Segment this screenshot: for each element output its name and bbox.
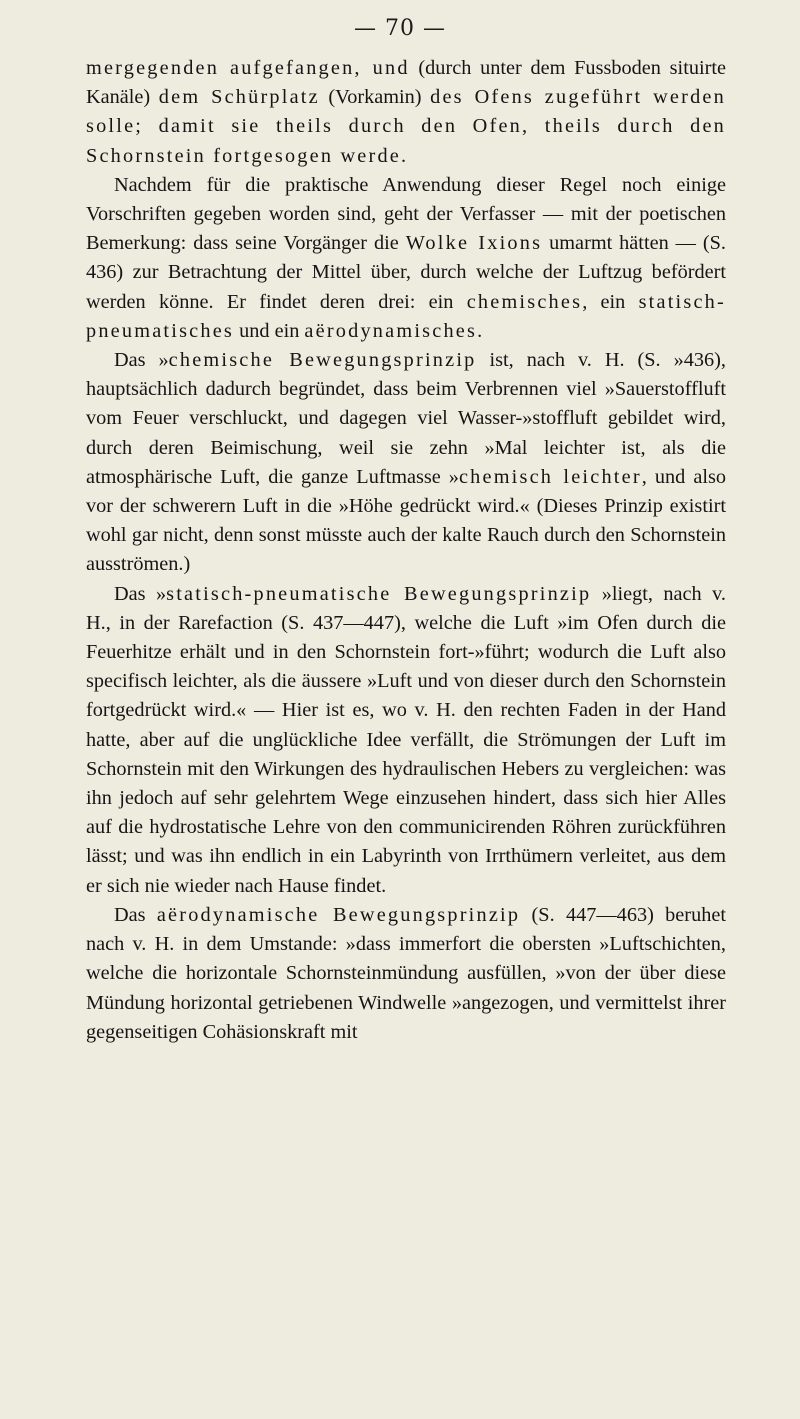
paragraph-text: (S. 447—463) beruhet nach v. H. in dem Umstande: »dass immerfort die obersten »Luftschichten, welche die horizontale Schornsteinmündung ausfüllen, »von der über diese Mündung horizontal getriebenen Windwelle »angezogen, und vermittelst ihrer gegenseitigen Cohäsionskraft mit: [86, 903, 726, 1043]
paragraph-text: Das »: [114, 582, 167, 605]
paragraph: [86, 580, 726, 901]
paragraph-text: (Vorkamin): [319, 86, 431, 109]
emphasized-text: statisch-pneumatisches: [86, 290, 726, 342]
paragraph-text: ist, nach v. H. (S. »436), hauptsächlich dadurch begründet, dass beim Verbrennen viel »Sauerstoffluft vom Feuer verschluckt, und dagegen viel Wasser-»stoffluft gebildet wird, durch deren Beimischung, weil sie zehn »Mal leichter ist, als die atmosphärische Luft, die ganze Luftmasse »: [86, 349, 726, 488]
paragraph-text: und ein: [234, 319, 305, 342]
paragraph-text: , und also vor der schwerern Luft in die »Höhe gedrückt wird.« (Dieses Prinzip existirt wohl gar nicht, denn sonst müsste auch der kalte Rauch durch den Schornstein ausströmen.): [86, 465, 726, 576]
emphasized-text: statisch-pneumatische Bewegungsprinzip: [166, 582, 592, 605]
emphasized-text: dem Schürplatz: [158, 86, 320, 109]
emphasized-text: aërodynamische Bewegungsprinzip: [156, 903, 521, 926]
emphasized-text: mergegenden aufgefangen, und: [86, 57, 410, 79]
paragraph-text: .: [477, 319, 483, 342]
paragraph-text: »liegt, nach v. H., in der Rarefaction (S. 437—447), welche die Luft »im Ofen durch die Feuerhitze erhält und in den Schornstein fort-»führt; wodurch die Luft also specifisch leichter, als die äussere »Luft und von dieser durch den Schornstein fortgedrückt wird.« — Hier ist es, wo v. H. den rechten Faden in der Hand hatte, aber auf die unglückliche Idee verfällt, die Strömungen der Luft im Schornstein mit den Wirkungen des hydraulischen Hebers zu vergleichen: was ihn jedoch auf sehr gelehrtem Wege einzusehen hindert, dass sich hier Alles auf die hydrostatische Lehre von den communicirenden Röhren zurückführen lässt; und was ihn endlich in ein Labyrinth von Irrthümern verleitet, aus dem er sich nie wieder nach Hause findet.: [86, 582, 726, 897]
paragraph: [86, 171, 726, 346]
emphasized-text: chemisches: [466, 290, 583, 313]
emphasized-text: chemische Bewegungsprinzip: [168, 349, 477, 372]
page-number: — 70 —: [354, 16, 446, 41]
paragraph-text: Das »: [114, 349, 169, 372]
paragraph: [86, 346, 726, 580]
paragraph: [86, 54, 726, 171]
emphasized-text: Wolke Ixions: [405, 232, 543, 255]
paragraph: [86, 901, 726, 1047]
emphasized-text: chemisch leichter: [458, 465, 642, 488]
paragraph-text: , ein: [582, 290, 639, 313]
body-text: [86, 54, 726, 1047]
paragraph-text: Das: [114, 903, 157, 926]
emphasized-text: des Ofens zugeführt werden solle; damit sie theils durch den Ofen, theils durch den Schornstein fortgesogen werde.: [86, 86, 726, 167]
emphasized-text: aërodynamisches: [304, 319, 478, 342]
paragraph-text: umarmt hätten — (S. 436) zur Betrachtung der Mittel über, durch welche der Luftzug befördert werden könne. Er findet deren drei: ein: [86, 232, 726, 313]
paragraph-text: (durch unter dem Fussboden situirte Kanäle): [86, 57, 726, 109]
paragraph-text: Nachdem für die praktische Anwendung dieser Regel noch einige Vorschriften gegeben worden sind, geht der Verfasser — mit der poetischen Bemerkung: dass seine Vorgänger die: [86, 173, 726, 255]
